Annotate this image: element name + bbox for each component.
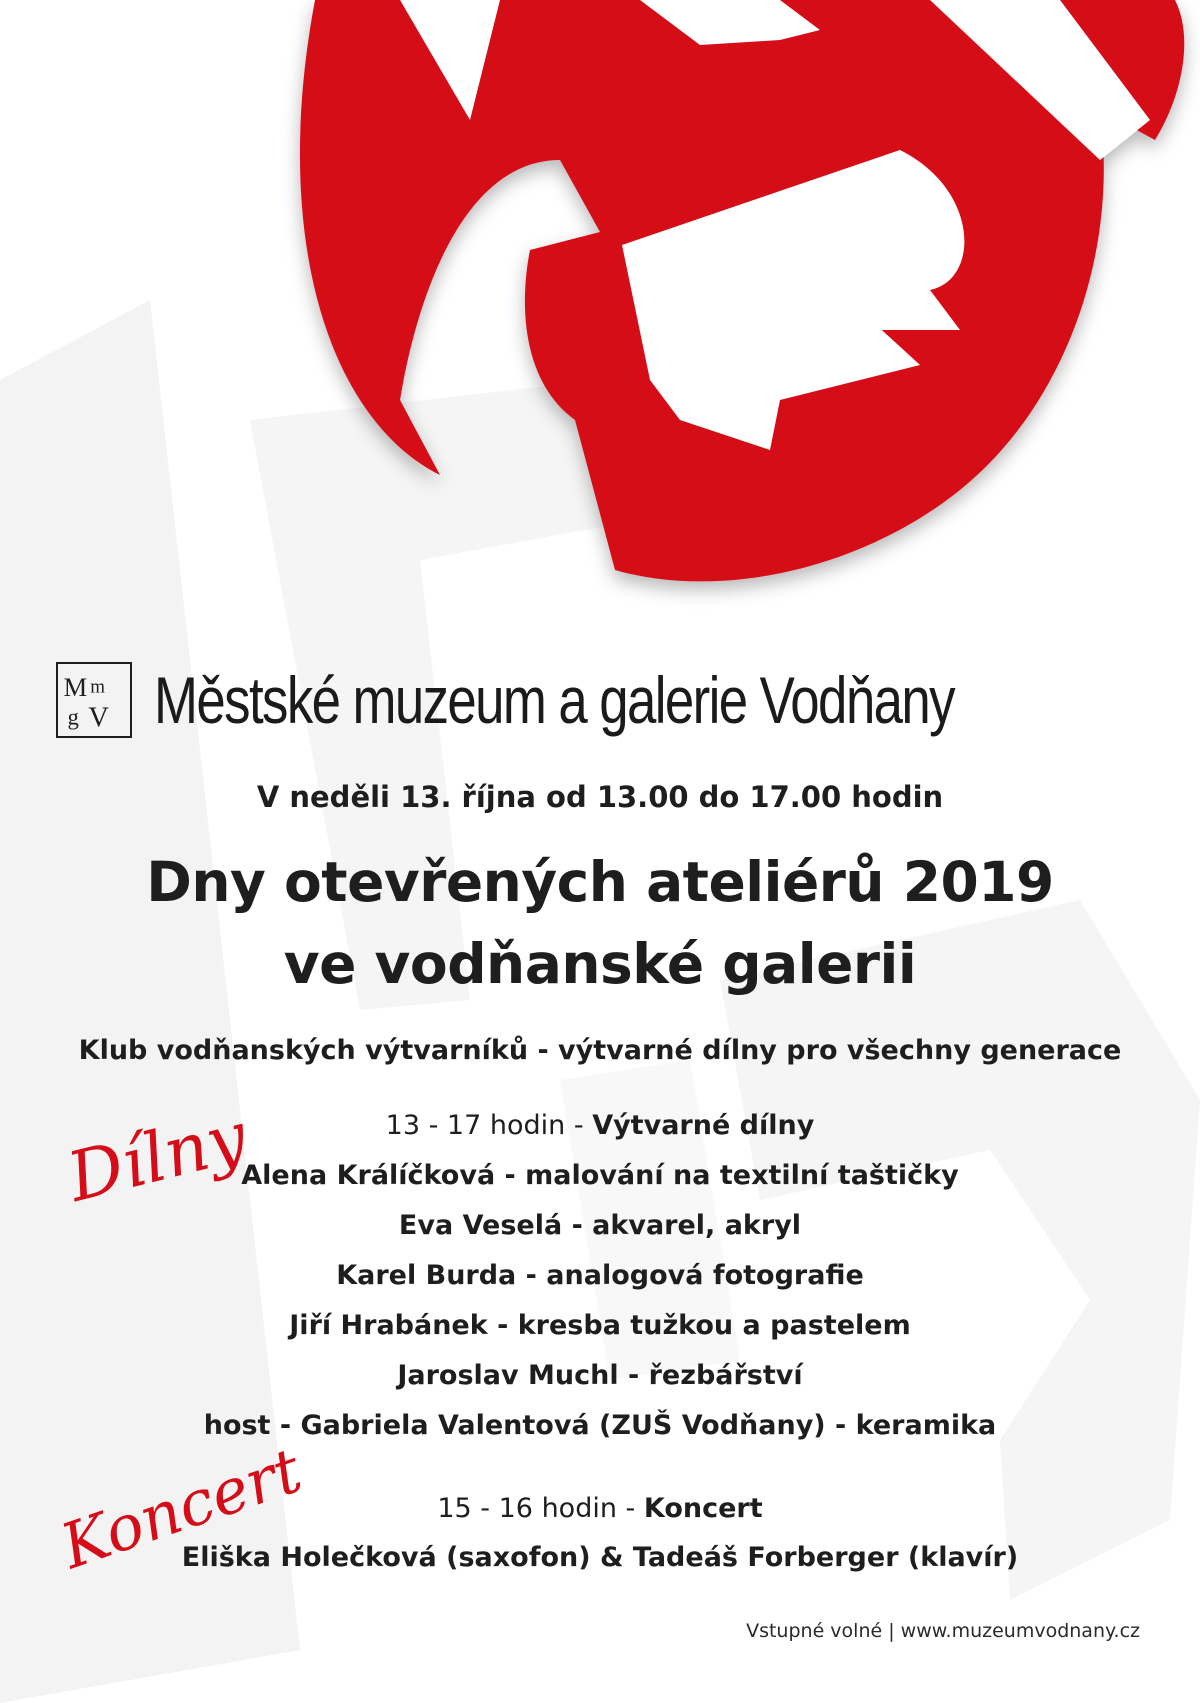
workshop-item: host - Gabriela Valentová (ZUŠ Vodňany) - keramika xyxy=(203,1410,997,1441)
concert-time: 15 - 16 hodin - xyxy=(437,1493,636,1524)
workshops-heading xyxy=(0,1110,1200,1141)
concert-performers: Eliška Holečková (saxofon) & Tadeáš Forberger (klavír) xyxy=(181,1542,1019,1573)
workshop-item: Jaroslav Muchl - řezbářství xyxy=(397,1360,803,1391)
concert-heading xyxy=(0,1493,1200,1524)
mmgv-monogram-icon xyxy=(56,662,132,738)
event-date: V neděli 13. října od 13.00 do 17.00 hodin xyxy=(256,780,944,814)
workshop-item: Karel Burda - analogová fotografie xyxy=(336,1260,864,1291)
svg-text:M: M xyxy=(63,672,88,703)
svg-text:m: m xyxy=(90,676,105,698)
event-title-line-1: Dny otevřených ateliérů 2019 xyxy=(146,850,1054,914)
museum-name: Městské muzeum a galerie Vodňany xyxy=(154,663,954,737)
workshop-item: Jiří Hrabánek - kresba tužkou a pastelem xyxy=(289,1310,911,1341)
workshop-item: Alena Králíčková - malování na textilní taštičky xyxy=(241,1160,959,1191)
svg-text:g: g xyxy=(67,704,79,730)
workshops-time: 13 - 17 hodin - xyxy=(385,1110,584,1141)
museum-header xyxy=(56,650,1176,750)
workshops-script-label: Dílny xyxy=(60,1097,255,1218)
event-title-line-2: ve vodňanské galerii xyxy=(283,932,917,996)
footer-info: Vstupné volné | www.muzeumvodnany.cz xyxy=(746,1620,1140,1642)
workshop-item: Eva Veselá - akvarel, akryl xyxy=(398,1210,802,1241)
workshops-heading-label: Výtvarné dílny xyxy=(592,1110,815,1141)
concert-script-label: Koncert xyxy=(52,1433,311,1584)
club-subtitle: Klub vodňanských výtvarníků - výtvarné dílny pro všechny generace xyxy=(78,1035,1122,1066)
concert-heading-label: Koncert xyxy=(643,1493,763,1524)
svg-text:V: V xyxy=(88,702,109,734)
